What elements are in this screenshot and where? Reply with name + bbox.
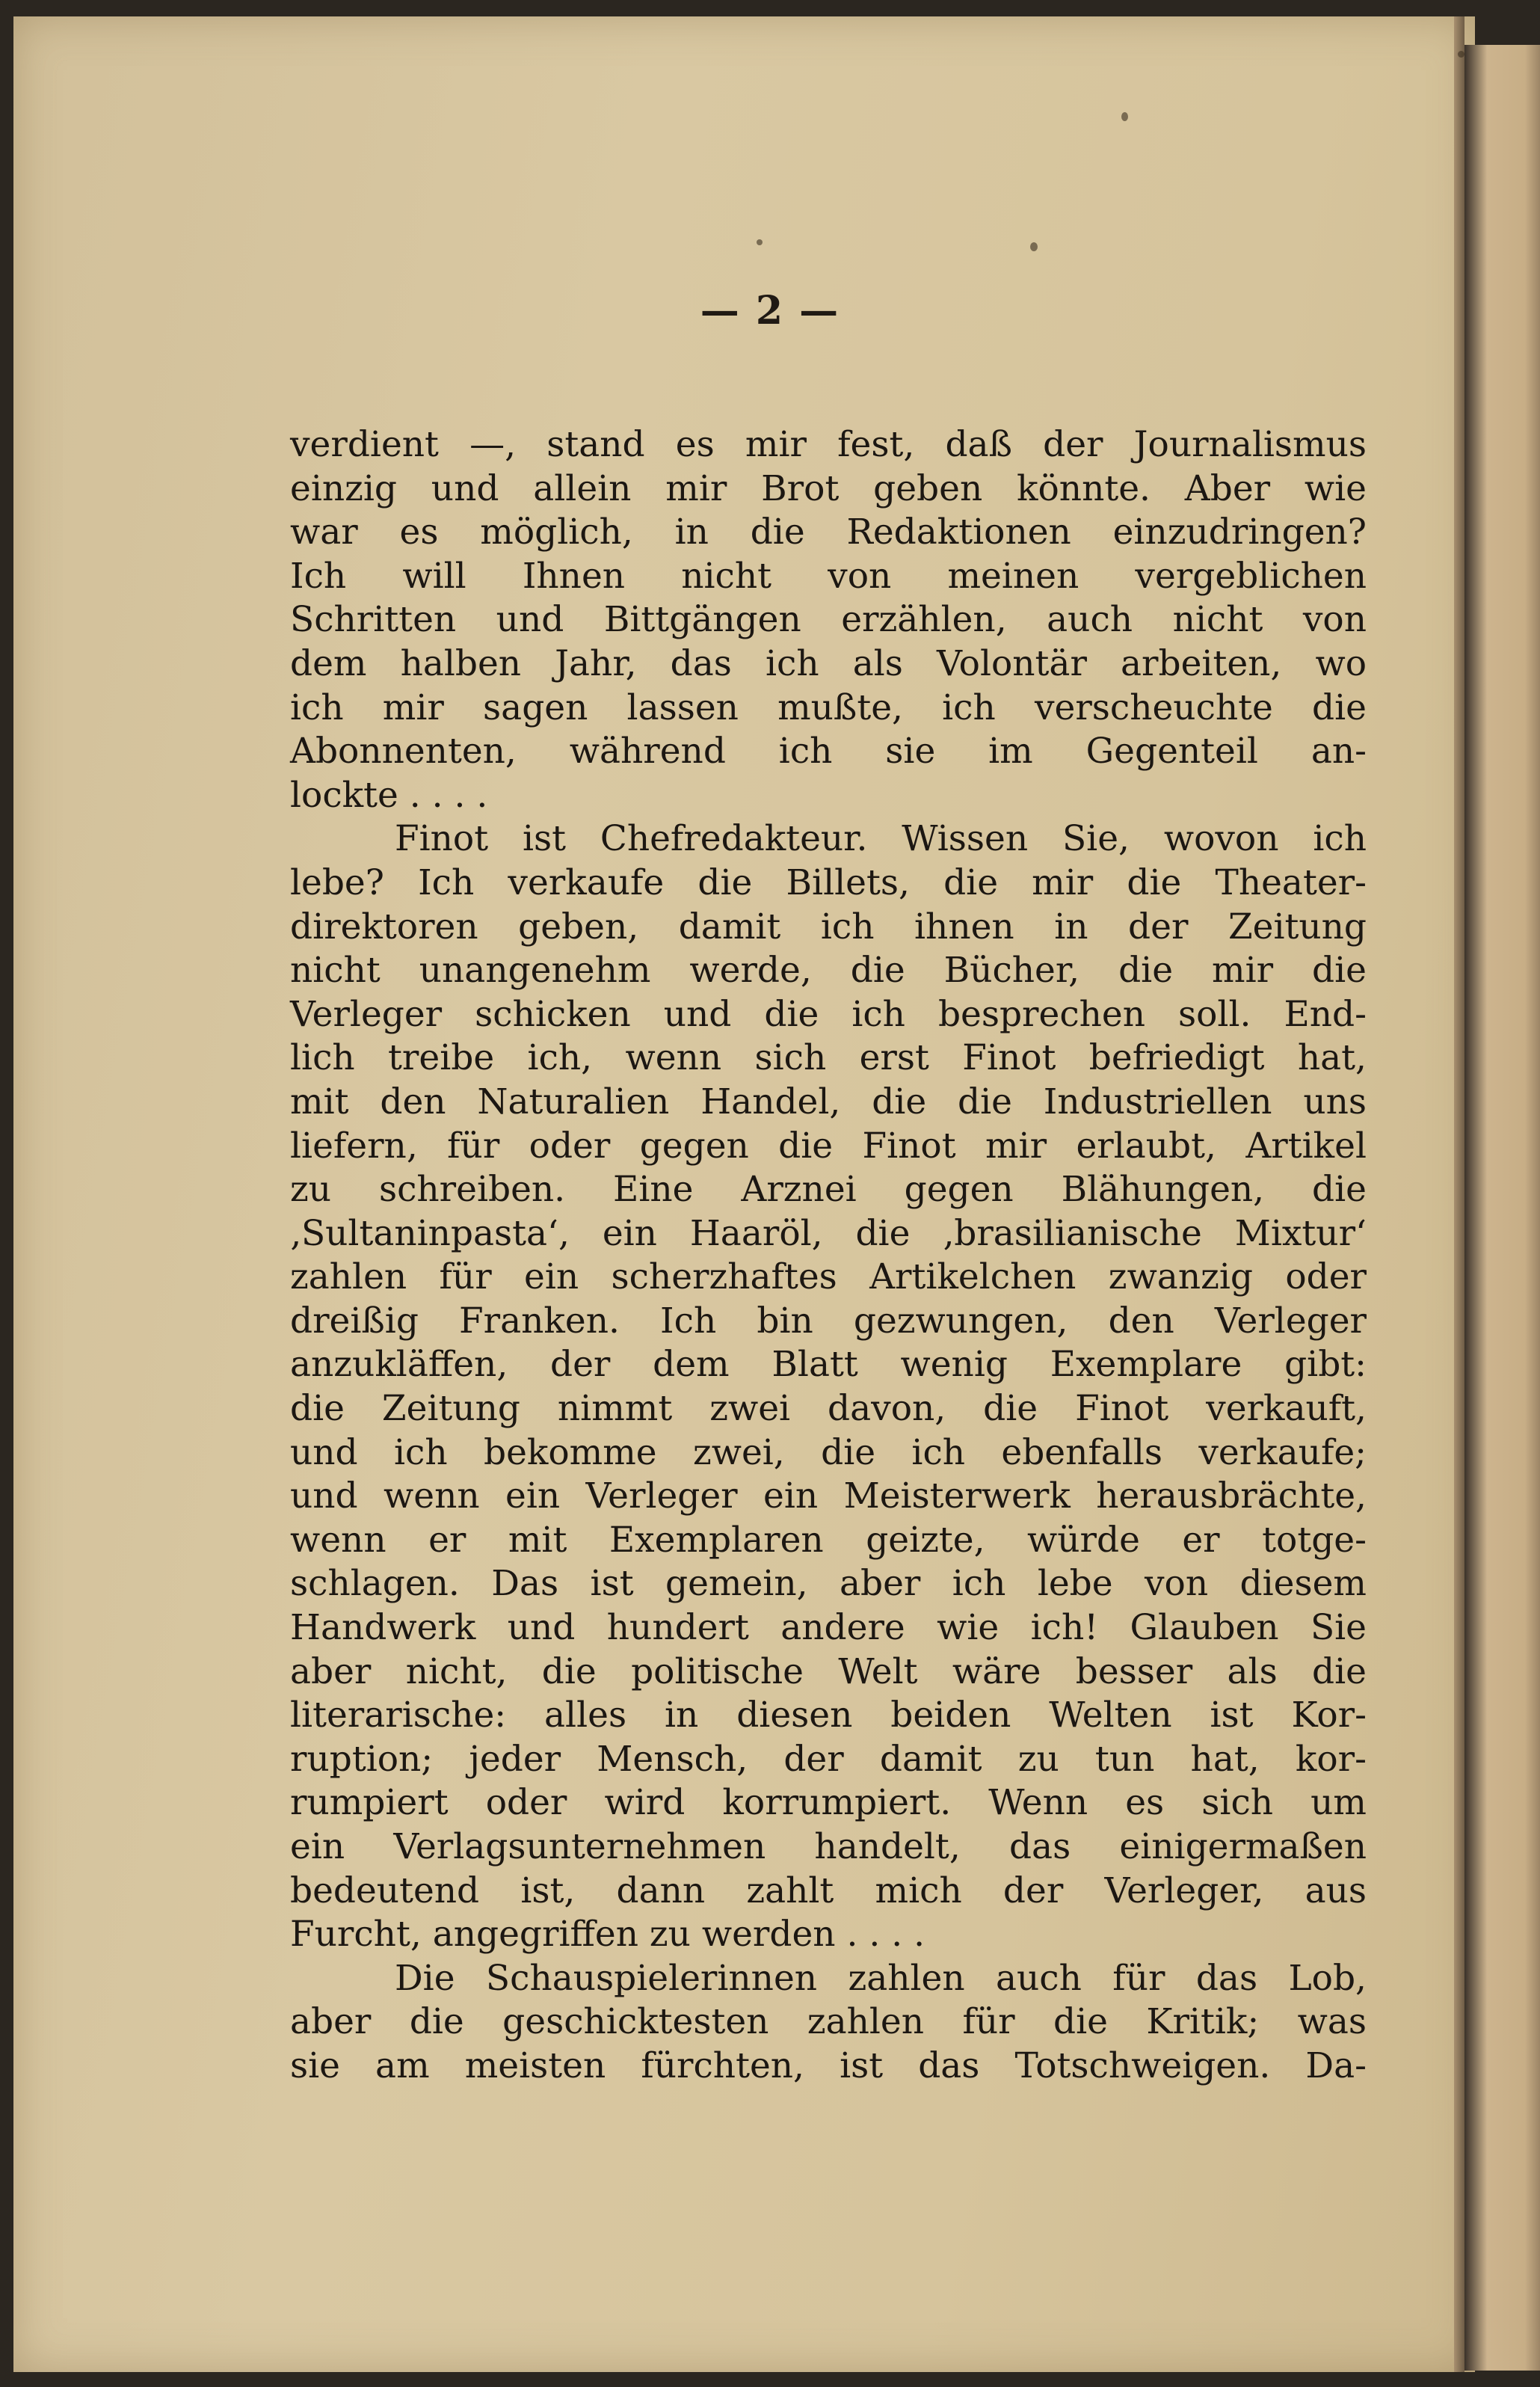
text-line: und ich bekomme zwei, die ich ebenfalls verkaufe; [290,1431,1367,1473]
text-line: lockte . . . . [290,774,488,816]
paper-spot [757,239,763,245]
adjacent-page-edge [1464,45,1540,2371]
paper-spot [1458,51,1464,58]
text-line: sie am meisten fürchten, ist das Totschweigen. Da- [290,2045,1367,2086]
text-line: verdient —, stand es mir fest, daß der Journalismus [290,424,1367,465]
text-line: ich mir sagen lassen mußte, ich verscheuchte die [290,686,1367,728]
text-line: Die Schauspielerinnen zahlen auch für das Lob, [395,1957,1367,1999]
text-line: Handwerk und hundert andere wie ich! Glauben Sie [290,1607,1367,1649]
text-line: ein Verlagsunternehmen handelt, das einigermaßen [290,1826,1367,1867]
text-line: mit den Naturalien Handel, die die Industriellen uns [290,1081,1367,1122]
text-line: die Zeitung nimmt zwei davon, die Finot verkauft, [290,1388,1367,1430]
text-line: rumpiert oder wird korrumpiert. Wenn es sich um [290,1782,1367,1824]
text-line: dem halben Jahr, das ich als Volontär arbeiten, wo [290,642,1367,684]
text-line: Finot ist Chefredakteur. Wissen Sie, wovon ich [395,818,1367,860]
text-line: ‚Sultaninpasta‘, ein Haaröl, die ‚brasilianische Mixtur‘ [290,1212,1367,1254]
text-line: bedeutend ist, dann zahlt mich der Verleger, aus [290,1870,1367,1911]
text-line: aber die geschicktesten zahlen für die Kritik; was [290,2001,1367,2043]
text-line: aber nicht, die politische Welt wäre besser als die [290,1650,1367,1692]
text-line: schlagen. Das ist gemein, aber ich lebe von diesem [290,1563,1367,1605]
text-line: war es möglich, in die Redaktionen einzudringen? [290,512,1367,553]
text-line: ruption; jeder Mensch, der damit zu tun hat, kor- [290,1738,1367,1780]
text-line: direktoren geben, damit ich ihnen in der Zeitung [290,906,1367,947]
text-line: Furcht, angegriffen zu werden . . . . [290,1914,925,1956]
text-line: dreißig Franken. Ich bin gezwungen, den Verleger [290,1300,1367,1342]
text-line: Verleger schicken und die ich besprechen soll. End- [290,993,1367,1035]
body-text [290,423,1367,2089]
text-line: nicht unangenehm werde, die Bücher, die mir die [290,950,1367,992]
text-line: einzig und allein mir Brot geben könnte. Aber wie [290,467,1367,509]
text-line: lebe? Ich verkaufe die Billets, die mir die Theater- [290,861,1367,903]
text-line: lich treibe ich, wenn sich erst Finot befriedigt hat, [290,1037,1367,1079]
text-line: wenn er mit Exemplaren geizte, würde er totge- [290,1519,1367,1561]
page-spine-edge [1454,16,1464,2372]
paper-spot [1030,242,1038,251]
page-number: — 2 — [700,288,840,334]
text-line: Abonnenten, während ich sie im Gegenteil an- [290,731,1367,772]
text-line: zu schreiben. Eine Arznei gegen Blähungen, die [290,1169,1367,1211]
text-line: liefern, für oder gegen die Finot mir erlaubt, Artikel [290,1125,1367,1167]
text-line: Schritten und Bittgängen erzählen, auch nicht von [290,599,1367,641]
paper-spot [1121,112,1128,121]
text-line: anzukläffen, der dem Blatt wenig Exemplare gibt: [290,1344,1367,1386]
text-line: literarische: alles in diesen beiden Welten ist Kor- [290,1695,1367,1736]
text-line: Ich will Ihnen nicht von meinen vergeblichen [290,555,1367,597]
text-line: und wenn ein Verleger ein Meisterwerk herausbrächte, [290,1475,1367,1517]
text-line: zahlen für ein scherzhaftes Artikelchen zwanzig oder [290,1256,1367,1298]
